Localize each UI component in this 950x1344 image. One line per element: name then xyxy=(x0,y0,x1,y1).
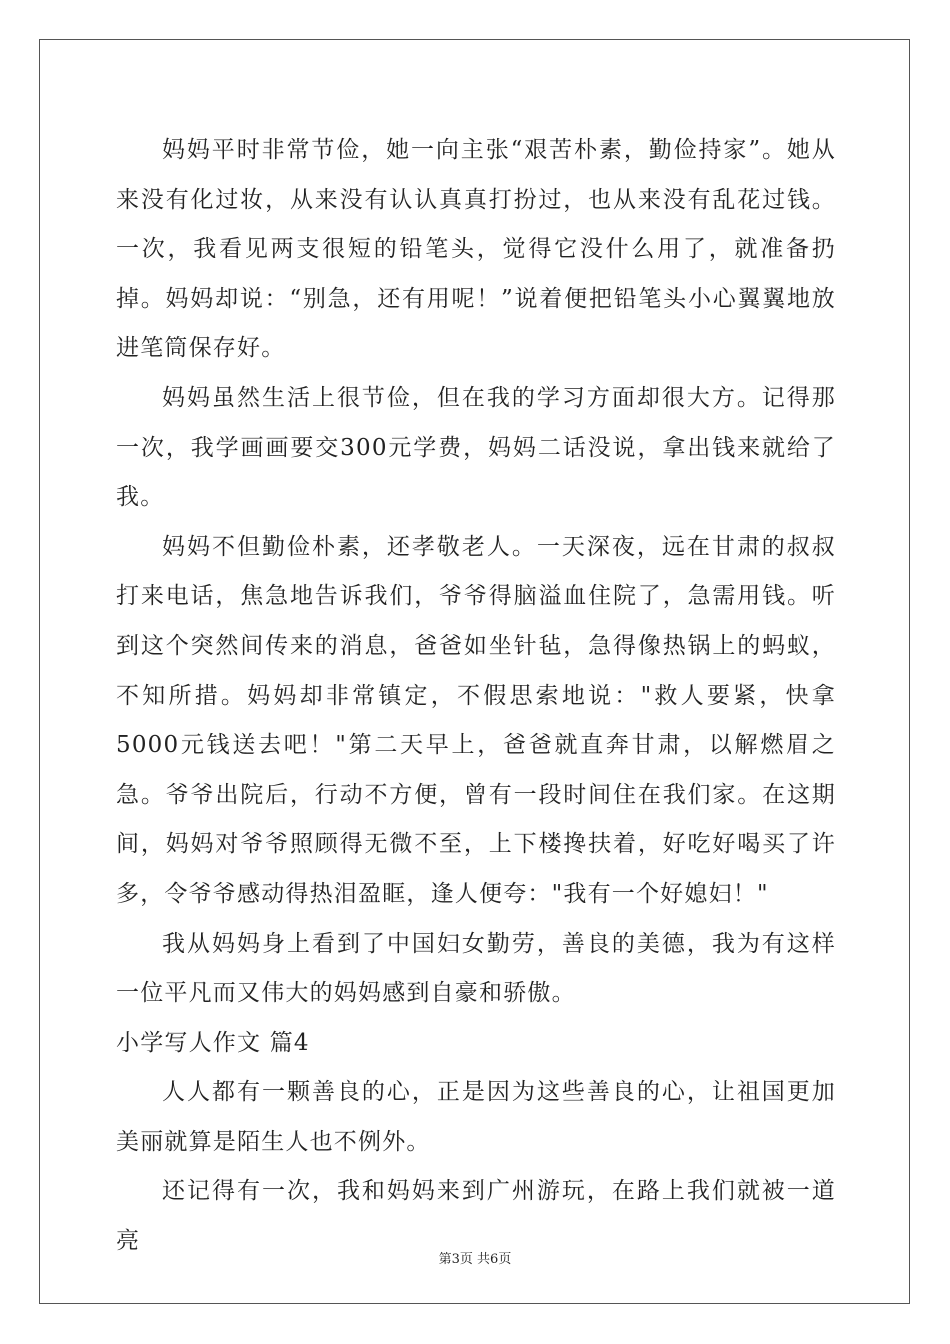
section-heading: 小学写人作文 篇4 xyxy=(116,1029,310,1056)
paragraph-2: 妈妈虽然生活上很节俭，但在我的学习方面却很大方。记得那一次，我学画画要交300元学费，妈妈二话没说，拿出钱来就给了我。 xyxy=(116,384,836,511)
paragraph-4: 我从妈妈身上看到了中国妇女勤劳，善良的美德，我为有这样一位平凡而又伟大的妈妈感到自豪和骄傲。 xyxy=(116,930,836,1007)
paragraph-3: 妈妈不但勤俭朴素，还孝敬老人。一天深夜，远在甘肃的叔叔打来电话，焦急地告诉我们，爷爷得脑溢血住院了，急需用钱。听到这个突然间传来的消息，爸爸如坐针毡，急得像热锅上的蚂蚁，不知所措。妈妈却非常镇定，不假思索地说："救人要紧，快拿5000元钱送去吧！"第二天早上，爸爸就直奔甘肃，以解燃眉之急。爷爷出院后，行动不方便，曾有一段时间住在我们家。在这期间，妈妈对爷爷照顾得无微不至，上下楼搀扶着，好吃好喝买了许多，令爷爷感动得热泪盈眶，逢人便夸："我有一个好媳妇！" xyxy=(116,533,836,907)
page-number-footer: 第3页 共6页 xyxy=(438,1252,512,1267)
paragraph-1: 妈妈平时非常节俭，她一向主张“艰苦朴素，勤俭持家”。她从来没有化过妆，从来没有认认真真打扮过，也从来没有乱花过钱。一次，我看见两支很短的铅笔头，觉得它没什么用了，就准备扔掉。妈妈却说：“别急，还有用呢！”说着便把铅笔头小心翼翼地放进笔筒保存好。 xyxy=(116,137,836,362)
section-paragraph-1: 人人都有一颗善良的心，正是因为这些善良的心，让祖国更加美丽就算是陌生人也不例外。 xyxy=(116,1079,836,1155)
document-body xyxy=(116,126,836,1267)
section-paragraph-2: 还记得有一次，我和妈妈来到广州游玩，在路上我们就被一道亮 xyxy=(116,1178,836,1255)
